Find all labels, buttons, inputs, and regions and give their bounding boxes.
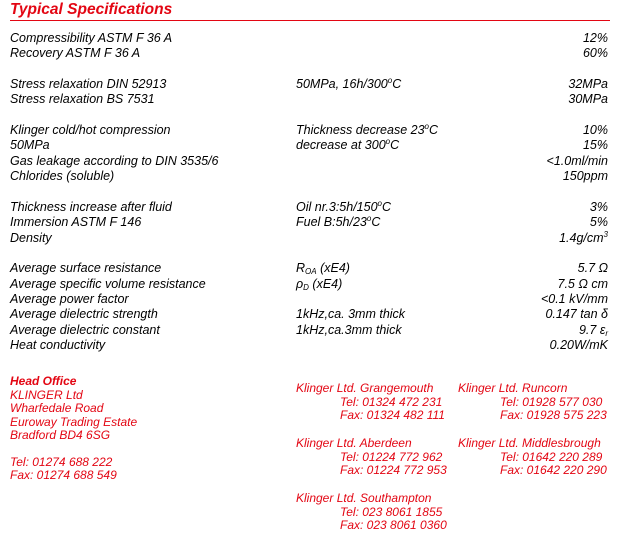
branch-southampton xyxy=(296,492,447,533)
spec-row xyxy=(0,46,629,62)
branch-grangemouth xyxy=(296,382,445,423)
spec-row xyxy=(0,77,629,93)
branch-fax: Fax: 01224 772 953 xyxy=(340,463,447,477)
spec-condition: Oil nr.3:5h/150$^o$C xyxy=(296,199,392,214)
spec-row xyxy=(0,323,629,339)
spec-row xyxy=(0,277,629,293)
address-line: Euroway Trading Estate xyxy=(10,414,138,429)
spec-condition: 50MPa, 16h/300$^o$C xyxy=(296,76,402,91)
spec-value: 150ppm xyxy=(562,169,608,183)
branch-tel: Tel: 01324 472 231 xyxy=(340,394,443,409)
spec-value: 12% xyxy=(582,31,608,45)
spec-condition: 1kHz,ca. 3mm thick xyxy=(296,307,406,321)
branch-tel: Tel: 01928 577 030 xyxy=(500,394,603,409)
spec-value: 30MPa xyxy=(568,92,608,106)
branch-middlesbrough xyxy=(458,437,607,478)
spec-parameter: 50MPa xyxy=(10,138,50,152)
spec-row xyxy=(0,138,629,154)
head-office-block xyxy=(10,375,137,483)
spec-parameter: Average dielectric strength xyxy=(10,307,158,321)
branch-fax: Fax: 01928 575 223 xyxy=(500,408,607,422)
spec-value: 3% xyxy=(589,200,608,214)
branch-tel: Tel: 01642 220 289 xyxy=(500,449,603,464)
branch-name: Klinger Ltd. Middlesbrough xyxy=(458,436,601,450)
spec-row xyxy=(0,307,629,323)
spec-parameter: Klinger cold/hot compression xyxy=(10,123,171,137)
spec-row xyxy=(0,154,629,170)
head-office-tel: Tel: 01274 688 222 xyxy=(10,454,113,469)
spec-parameter: Average dielectric constant xyxy=(10,323,160,337)
branch-name: Klinger Ltd. Grangemouth xyxy=(296,381,434,395)
spec-row xyxy=(0,231,629,247)
branch-name: Klinger Ltd. Southampton xyxy=(296,491,432,505)
spec-parameter: Stress relaxation BS 7531 xyxy=(10,92,155,106)
spec-value: 5.7 Ω xyxy=(577,261,608,275)
branch-aberdeen xyxy=(296,437,447,478)
spec-value: 15% xyxy=(582,138,608,152)
spec-condition: decrease at 300$^o$C xyxy=(296,137,400,152)
spec-parameter: Recovery ASTM F 36 A xyxy=(10,46,141,60)
address-line: Wharfedale Road xyxy=(10,401,104,415)
branch-fax: Fax: 01324 482 111 xyxy=(340,408,445,422)
spec-parameter: Compressibility ASTM F 36 A xyxy=(10,31,173,45)
spec-parameter: Thickness increase after fluid xyxy=(10,200,172,214)
spec-condition: Fuel B:5h/23$^o$C xyxy=(296,214,381,229)
head-office-fax: Fax: 01274 688 549 xyxy=(10,468,117,482)
branch-runcorn xyxy=(458,382,607,423)
spec-value: 10% xyxy=(582,123,608,137)
title-underline xyxy=(10,20,610,21)
branch-fax: Fax: 023 8061 0360 xyxy=(340,518,447,532)
address-line: Bradford BD4 6SG xyxy=(10,428,111,442)
address-line: KLINGER Ltd xyxy=(10,387,83,402)
branch-fax: Fax: 01642 220 290 xyxy=(500,463,607,477)
spec-row xyxy=(0,292,629,308)
spec-value: <1.0ml/min xyxy=(546,154,608,168)
spec-value: 7.5 Ω cm xyxy=(557,277,608,291)
head-office-heading: Head Office xyxy=(10,374,77,388)
spec-value: 0.147 tan δ xyxy=(545,307,608,321)
spec-parameter: Chlorides (soluble) xyxy=(10,169,115,183)
spec-row xyxy=(0,123,629,139)
spec-condition: Thickness decrease 23$^o$C xyxy=(296,122,439,137)
spec-condition: 1kHz,ca.3mm thick xyxy=(296,323,402,337)
spec-value: 5% xyxy=(589,215,608,229)
spec-parameter: Stress relaxation DIN 52913 xyxy=(10,77,167,91)
branch-name: Klinger Ltd. Runcorn xyxy=(458,381,568,395)
spec-value: <0.1 kV/mm xyxy=(540,292,608,306)
spec-value: 9.7 $\varepsilon_r$ xyxy=(578,323,608,338)
spec-row xyxy=(0,338,629,354)
spec-row xyxy=(0,31,629,47)
spec-parameter: Average surface resistance xyxy=(10,261,162,275)
branch-tel: Tel: 01224 772 962 xyxy=(340,449,443,464)
spec-row xyxy=(0,261,629,277)
spec-value: $1.4g/cm^3$ xyxy=(559,230,608,245)
branch-tel: Tel: 023 8061 1855 xyxy=(340,504,443,519)
spec-row xyxy=(0,200,629,216)
spec-parameter: Heat conductivity xyxy=(10,338,106,352)
spec-row xyxy=(0,169,629,185)
spec-parameter: Immersion ASTM F 146 xyxy=(10,215,142,229)
spec-parameter: Average specific volume resistance xyxy=(10,277,206,291)
branch-name: Klinger Ltd. Aberdeen xyxy=(296,436,412,450)
page-title: Typical Specifications xyxy=(10,1,173,18)
spec-condition: $R_{OA}$ (xE4) xyxy=(296,261,350,276)
spec-parameter: Density xyxy=(10,231,52,245)
spec-parameter: Average power factor xyxy=(10,292,129,306)
spec-parameter: Gas leakage according to DIN 3535/6 xyxy=(10,154,219,168)
spec-row xyxy=(0,92,629,108)
spec-condition: $\rho_D$ (xE4) xyxy=(296,277,343,292)
spec-row xyxy=(0,215,629,231)
spec-value: 0.20W/mK xyxy=(549,338,608,352)
spec-value: 32MPa xyxy=(568,77,608,91)
spec-value: 60% xyxy=(582,46,608,60)
